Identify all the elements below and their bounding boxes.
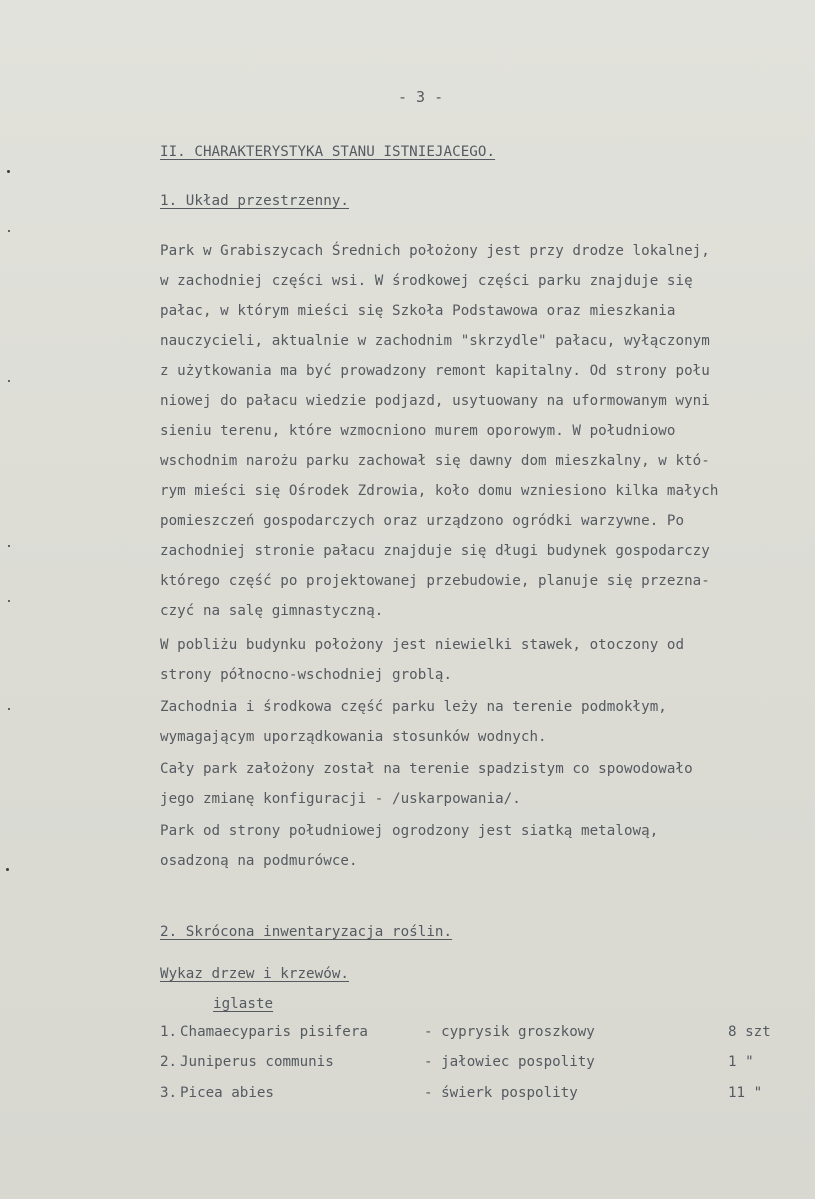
quantity: 8 szt	[728, 1024, 771, 1040]
paragraph-line: wschodnim narożu parku zachował się dawny dom mieszkalny, w któ-	[160, 453, 710, 469]
quantity: 1 "	[728, 1054, 754, 1070]
row-number: 2.	[160, 1054, 178, 1070]
punch-hole-mark	[8, 708, 10, 710]
punch-hole-mark	[8, 380, 10, 382]
paragraph-line: jego zmianę konfiguracji - /uskarpowania/.	[160, 791, 521, 807]
page-number: - 3 -	[398, 88, 444, 106]
punch-hole-mark	[6, 868, 9, 871]
paragraph-line: Park od strony południowej ogrodzony jest siatką metalową,	[160, 823, 659, 839]
paragraph-line: Zachodnia i środkowa część parku leży na terenie podmokłym,	[160, 699, 667, 715]
paragraph-line: czyć na salę gimnastyczną.	[160, 603, 384, 619]
polish-name: - jałowiec pospolity	[424, 1054, 595, 1070]
table-row	[160, 1022, 800, 1042]
table-row	[160, 1083, 800, 1103]
paragraph-line: pomieszczeń gospodarczych oraz urządzono ogródki warzywne. Po	[160, 513, 685, 529]
punch-hole-mark	[8, 230, 10, 232]
paragraph-line: rym mieści się Ośrodek Zdrowia, koło domu wzniesiono kilka małych	[160, 483, 719, 499]
punch-hole-mark	[7, 170, 10, 173]
row-number: 1.	[160, 1024, 178, 1040]
paragraph-line: W pobliżu budynku położony jest niewielki stawek, otoczony od	[160, 637, 685, 653]
paragraph-line: Cały park założony został na terenie spadzistym co spowodowało	[160, 761, 693, 777]
paragraph-line: którego część po projektowanej przebudowie, planuje się przezna-	[160, 573, 710, 589]
category-label: iglaste	[213, 996, 274, 1012]
paragraph-line: wymagającym uporządkowania stosunków wodnych.	[160, 729, 547, 745]
table-row	[160, 1052, 800, 1072]
list-heading: Wykaz drzew i krzewów.	[160, 966, 350, 982]
paragraph-line: Park w Grabiszycach Średnich położony jest przy drodze lokalnej,	[160, 243, 710, 259]
punch-hole-mark	[8, 600, 10, 602]
paragraph-line: pałac, w którym mieści się Szkoła Podstawowa oraz mieszkania	[160, 303, 676, 319]
paragraph-line: strony północno-wschodniej groblą.	[160, 667, 453, 683]
paragraph-line: z użytkowania ma być prowadzony remont kapitalny. Od strony połu	[160, 363, 710, 379]
paragraph-line: w zachodniej części wsi. W środkowej części parku znajduje się	[160, 273, 693, 289]
row-number: 3.	[160, 1085, 178, 1101]
subsection-heading: 2. Skrócona inwentaryzacja roślin.	[160, 924, 453, 940]
paragraph-line: nauczycieli, aktualnie w zachodnim "skrzydle" pałacu, wyłączonym	[160, 333, 710, 349]
quantity: 11 "	[728, 1085, 763, 1101]
paragraph-line: sieniu terenu, które wzmocniono murem oporowym. W południowo	[160, 423, 676, 439]
paragraph-line: osadzoną na podmurówce.	[160, 853, 358, 869]
latin-name: Chamaecyparis pisifera	[180, 1024, 368, 1040]
latin-name: Picea abies	[180, 1085, 274, 1101]
polish-name: - cyprysik groszkowy	[424, 1024, 595, 1040]
polish-name: - świerk pospolity	[424, 1085, 578, 1101]
latin-name: Juniperus communis	[180, 1054, 334, 1070]
punch-hole-mark	[8, 545, 10, 547]
section-heading: II. CHARAKTERYSTYKA STANU ISTNIEJACEGO.	[160, 144, 496, 160]
subsection-heading: 1. Układ przestrzenny.	[160, 193, 350, 209]
paragraph-line: niowej do pałacu wiedzie podjazd, usytuowany na uformowanym wyni	[160, 393, 710, 409]
paragraph-line: zachodniej stronie pałacu znajduje się długi budynek gospodarczy	[160, 543, 710, 559]
